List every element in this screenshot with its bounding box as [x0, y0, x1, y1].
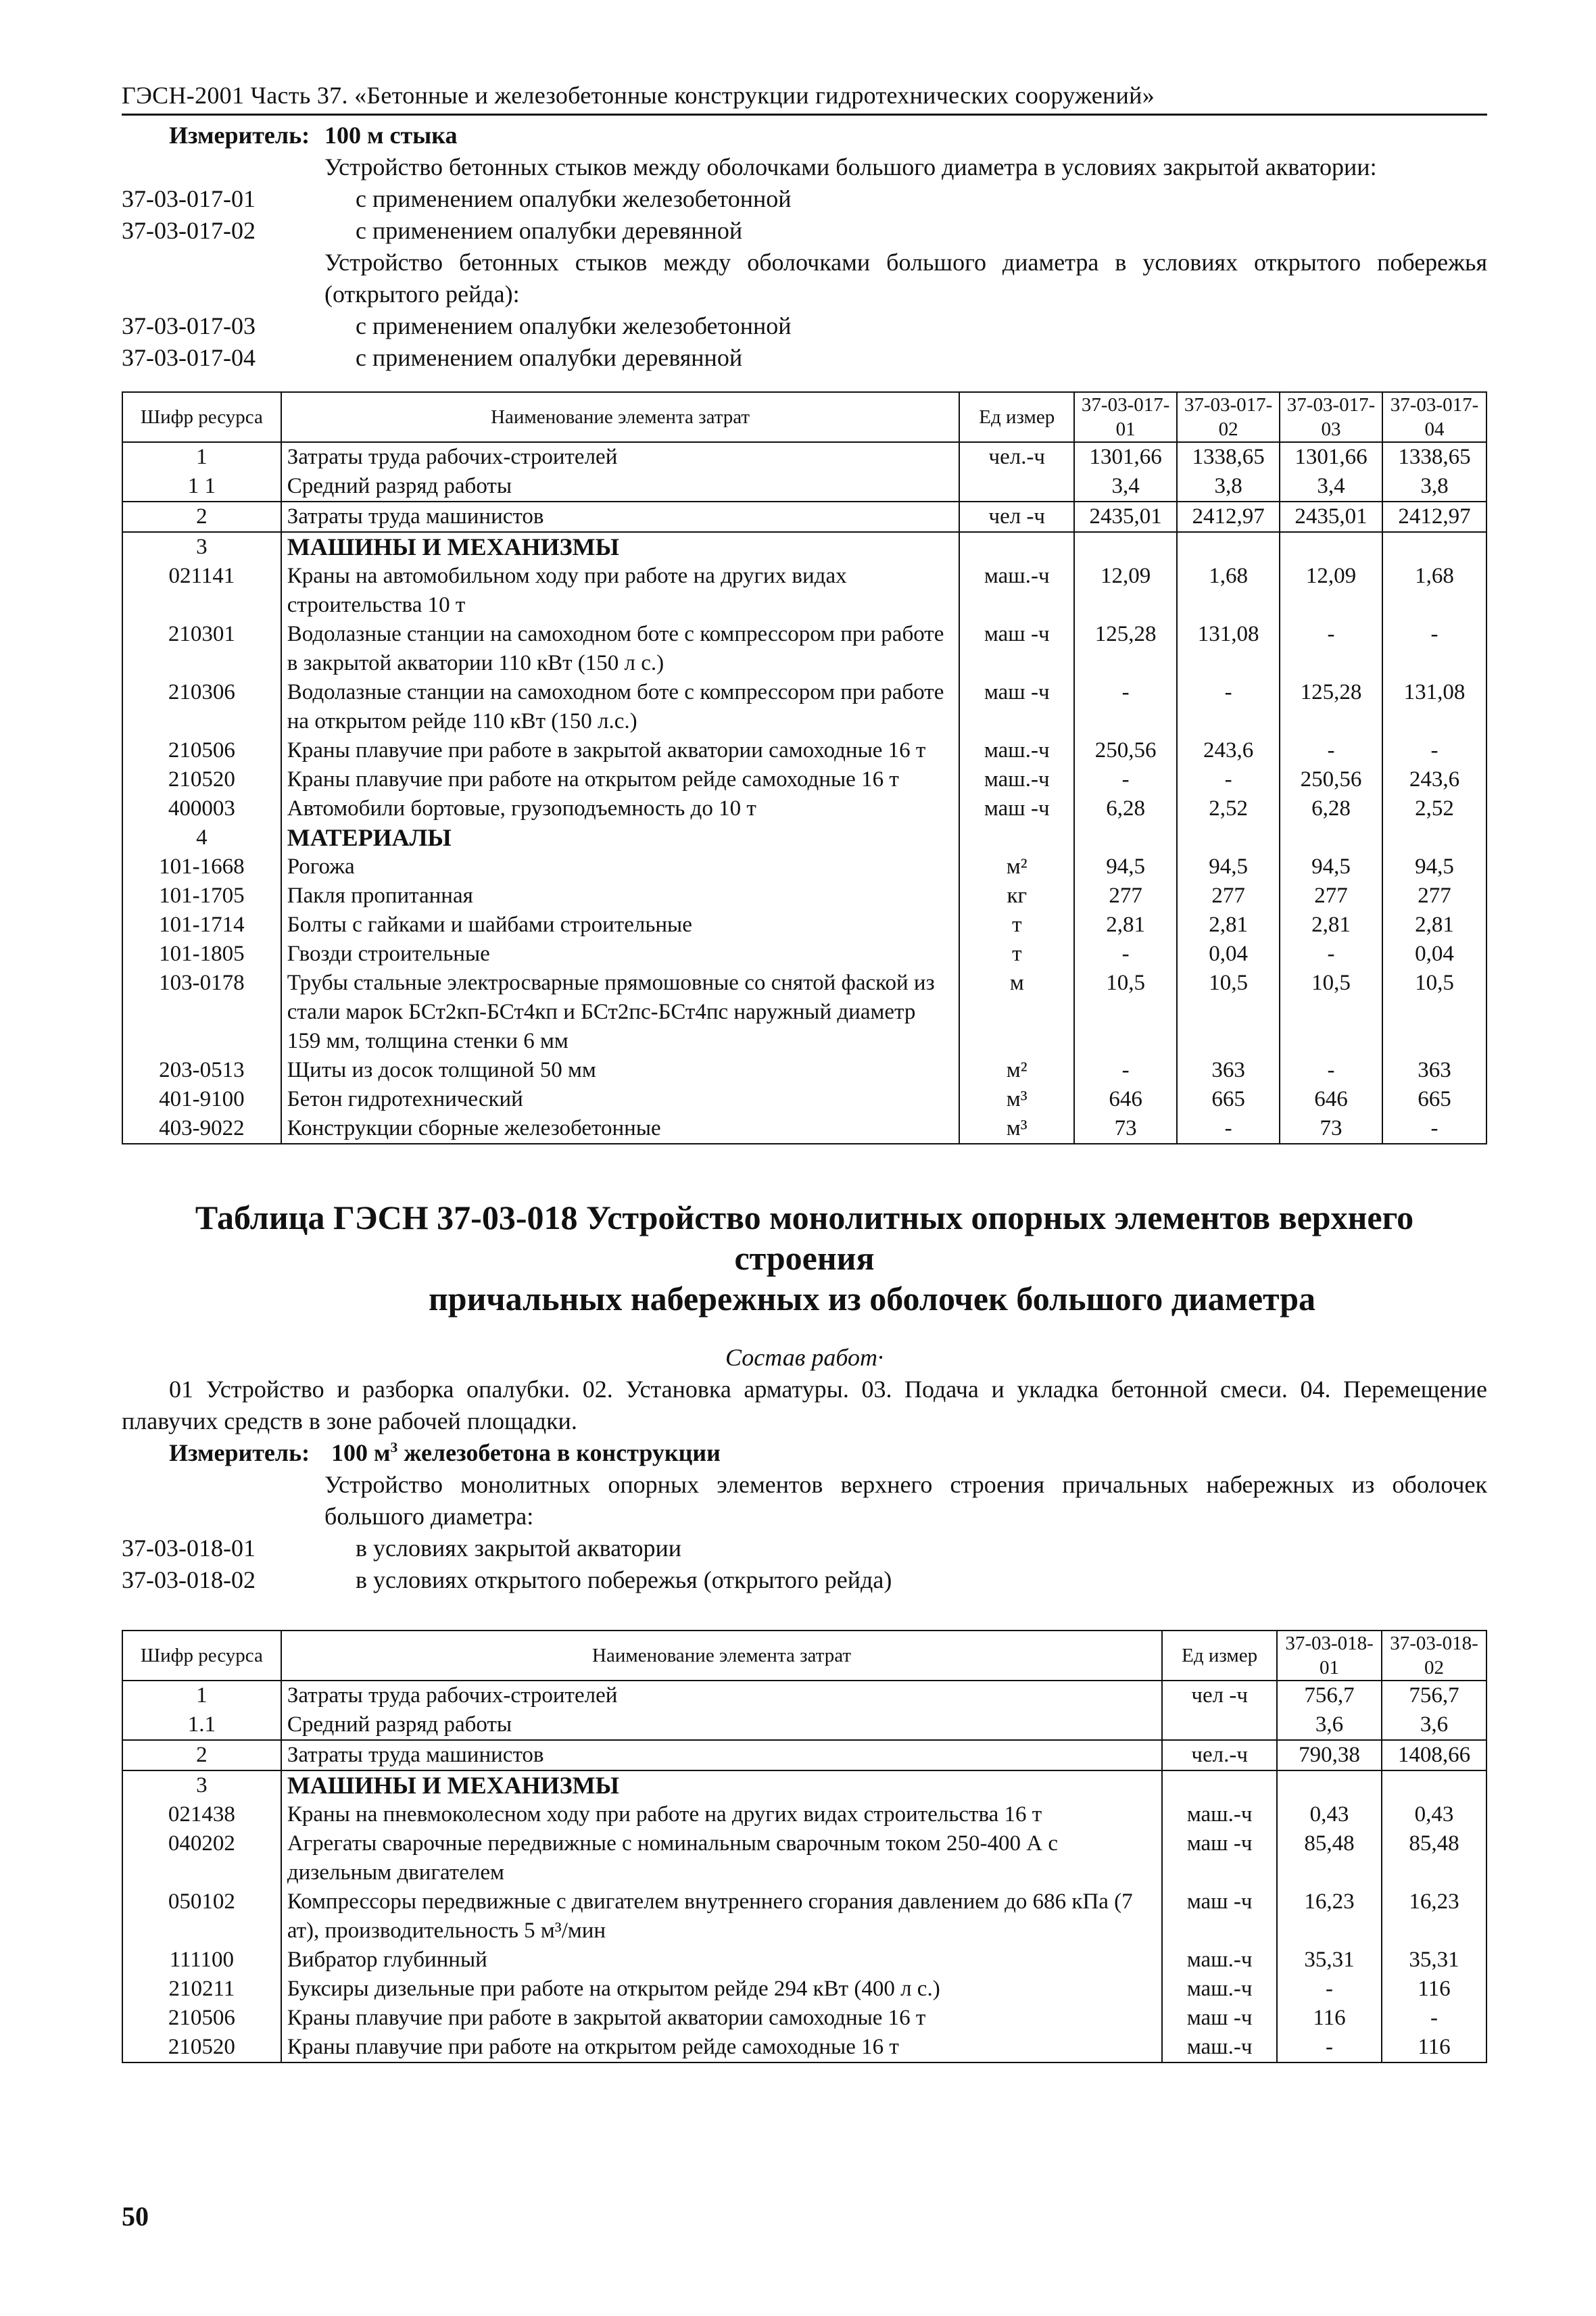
page-number: 50: [122, 2201, 149, 2231]
meter-value: 100 $м^3$ железобетона в конструкции: [331, 1439, 721, 1466]
cell-value: 3,4: [1074, 472, 1177, 502]
cell-value: 3,8: [1382, 472, 1486, 502]
col-header-name: Наименование элемента затрат: [281, 1631, 1162, 1681]
cell-code: 050102: [122, 1887, 281, 1946]
table-row: [122, 620, 1486, 678]
document-page: [122, 81, 1487, 2063]
work-code: 37-03-017-02: [122, 217, 256, 244]
cell-name: Буксиры дизельные при работе на открытом рейде 294 кВт (400 л с.): [281, 1975, 1162, 2004]
cell-code: 1: [122, 1681, 281, 1710]
cell-name: Краны плавучие при работе в закрытой акватории самоходные 16 т: [281, 736, 960, 765]
table-row: [122, 472, 1486, 502]
work-description: Устройство бетонных стыков между оболочками большого диаметра в условиях закрытой акватории:: [324, 153, 1377, 180]
cell-value: [1177, 823, 1280, 852]
cell-value: 665: [1382, 1085, 1486, 1114]
cell-unit: чел.-ч: [959, 442, 1074, 472]
table-row: [122, 823, 1486, 852]
col-header-norm: 37-03-018-02: [1382, 1631, 1486, 1681]
table-title-line: Таблица ГЭСН 37-03-018 Устройство монолитных опорных элементов верхнего строения: [195, 1199, 1414, 1277]
cell-value: 250,56: [1280, 765, 1382, 794]
cell-unit: маш.-ч: [1162, 2033, 1277, 2062]
cell-value: [1074, 823, 1177, 852]
cell-value: 250,56: [1074, 736, 1177, 765]
table-header-row: [122, 392, 1486, 442]
cell-value: 0,43: [1277, 1800, 1382, 1829]
cell-value: 756,7: [1382, 1681, 1486, 1710]
work-text: с применением опалубки деревянной: [356, 217, 743, 244]
cell-code: 210506: [122, 2004, 281, 2033]
table-row: [122, 882, 1486, 911]
table-row: [122, 736, 1486, 765]
table-row: [122, 1975, 1486, 2004]
cell-unit: чел -ч: [959, 502, 1074, 532]
cell-code: 401-9100: [122, 1085, 281, 1114]
col-header-norm: 37-03-017-04: [1382, 392, 1486, 442]
cell-value: 116: [1382, 1975, 1486, 2004]
cell-unit: м²: [959, 852, 1074, 882]
cell-name: Пакля пропитанная: [281, 882, 960, 911]
table-row: [122, 1114, 1486, 1144]
work-code: 37-03-017-04: [122, 344, 256, 371]
table-row: [122, 852, 1486, 882]
cell-value: 35,31: [1277, 1946, 1382, 1975]
cell-value: [1382, 1770, 1486, 1800]
cell-value: -: [1382, 1114, 1486, 1144]
cell-unit: м: [959, 969, 1074, 1056]
cell-name: Краны на автомобильном ходу при работе на других видах строительства 10 т: [281, 562, 960, 620]
cell-value: -: [1382, 736, 1486, 765]
table-header-row: [122, 1631, 1486, 1681]
cell-value: 0,04: [1177, 940, 1280, 969]
cell-value: 10,5: [1382, 969, 1486, 1056]
work-text: с применением опалубки железобетонной: [356, 312, 792, 339]
cell-name: Краны плавучие при работе на открытом рейде самоходные 16 т: [281, 765, 960, 794]
cell-code: 400003: [122, 794, 281, 823]
cell-unit: [959, 823, 1074, 852]
cell-code: 2: [122, 1740, 281, 1770]
table-row: [122, 2004, 1486, 2033]
cell-name: Краны плавучие при работе в закрытой акватории самоходные 16 т: [281, 2004, 1162, 2033]
cell-name: Компрессоры передвижные с двигателем внутреннего сгорания давлением до 686 кПа (7 ат), производительность 5 м³/мин: [281, 1887, 1162, 1946]
cell-value: 363: [1177, 1056, 1280, 1085]
table-row: [122, 911, 1486, 940]
cell-value: 85,48: [1277, 1829, 1382, 1887]
cell-value: 277: [1177, 882, 1280, 911]
meter-line: [122, 120, 1487, 151]
col-header-norm: 37-03-017-02: [1177, 392, 1280, 442]
cell-code: 210211: [122, 1975, 281, 2004]
cell-code: 103-0178: [122, 969, 281, 1056]
table-row: [122, 969, 1486, 1056]
table-title: [122, 1197, 1487, 1319]
cell-value: [1382, 823, 1486, 852]
meter-label: Измеритель:: [169, 122, 310, 149]
table-row: [122, 765, 1486, 794]
cell-value: -: [1277, 1975, 1382, 2004]
cell-name: Средний разряд работы: [281, 472, 960, 502]
cell-value: 116: [1277, 2004, 1382, 2033]
cell-unit: м³: [959, 1085, 1074, 1114]
cell-value: 16,23: [1277, 1887, 1382, 1946]
cell-value: 3,6: [1382, 1710, 1486, 1740]
cell-value: 1338,65: [1177, 442, 1280, 472]
table-row: [122, 940, 1486, 969]
cell-value: -: [1382, 620, 1486, 678]
work-item: [122, 1533, 1487, 1564]
cell-name: Агрегаты сварочные передвижные с номинальным сварочным током 250-400 А с дизельным двигателем: [281, 1829, 1162, 1887]
cell-name: Краны плавучие при работе на открытом рейде самоходные 16 т: [281, 2033, 1162, 2062]
cell-code: 021438: [122, 1800, 281, 1829]
cell-value: -: [1277, 2033, 1382, 2062]
cell-value: [1074, 532, 1177, 562]
cell-code: 3: [122, 1770, 281, 1800]
cell-unit: маш.-ч: [1162, 1800, 1277, 1829]
cell-value: 1301,66: [1280, 442, 1382, 472]
work-item: [122, 342, 1487, 374]
cell-unit: кг: [959, 882, 1074, 911]
cell-value: 94,5: [1177, 852, 1280, 882]
cell-name: Болты с гайками и шайбами строительные: [281, 911, 960, 940]
cell-name: Водолазные станции на самоходном боте с компрессором при работе на открытом рейде 110 кВт (150 л.с.): [281, 678, 960, 736]
cell-code: 101-1668: [122, 852, 281, 882]
cell-value: 35,31: [1382, 1946, 1486, 1975]
cell-value: -: [1177, 765, 1280, 794]
cell-value: 16,23: [1382, 1887, 1486, 1946]
cell-value: -: [1280, 940, 1382, 969]
cell-name: МАТЕРИАЛЫ: [281, 823, 960, 852]
cell-value: 756,7: [1277, 1681, 1382, 1710]
col-header-unit: Ед измер: [959, 392, 1074, 442]
cell-value: 2,52: [1382, 794, 1486, 823]
cell-code: 2: [122, 502, 281, 532]
cell-unit: маш -ч: [959, 794, 1074, 823]
cell-code: 101-1705: [122, 882, 281, 911]
cell-code: 4: [122, 823, 281, 852]
cell-code: 111100: [122, 1946, 281, 1975]
table-row: [122, 1770, 1486, 1800]
cell-value: -: [1074, 765, 1177, 794]
cell-unit: маш -ч: [1162, 1887, 1277, 1946]
col-header-name: Наименование элемента затрат: [281, 392, 960, 442]
cell-code: 1 1: [122, 472, 281, 502]
cell-value: 0,04: [1382, 940, 1486, 969]
cell-name: Гвозди строительные: [281, 940, 960, 969]
cell-value: 12,09: [1280, 562, 1382, 620]
cell-value: 131,08: [1382, 678, 1486, 736]
cell-code: 210306: [122, 678, 281, 736]
cell-name: Вибратор глубинный: [281, 1946, 1162, 1975]
cell-name: Щиты из досок толщиной 50 мм: [281, 1056, 960, 1085]
col-header-unit: Ед измер: [1162, 1631, 1277, 1681]
work-text: с применением опалубки железобетонной: [356, 185, 792, 212]
cell-unit: м²: [959, 1056, 1074, 1085]
cell-unit: т: [959, 940, 1074, 969]
cell-unit: маш.-ч: [959, 736, 1074, 765]
cell-unit: маш.-ч: [959, 765, 1074, 794]
cell-code: 101-1714: [122, 911, 281, 940]
table-row: [122, 1946, 1486, 1975]
work-item: [122, 310, 1487, 342]
cell-name: Краны на пневмоколесном ходу при работе на других видах строительства 16 т: [281, 1800, 1162, 1829]
cell-value: 12,09: [1074, 562, 1177, 620]
cell-value: -: [1177, 1114, 1280, 1144]
cell-value: 363: [1382, 1056, 1486, 1085]
table-title-line: причальных набережных из оболочек большого диаметра: [428, 1280, 1316, 1318]
cell-value: 2,52: [1177, 794, 1280, 823]
cell-name: МАШИНЫ И МЕХАНИЗМЫ: [281, 532, 960, 562]
cell-value: 94,5: [1382, 852, 1486, 882]
cell-value: -: [1280, 1056, 1382, 1085]
table-row: [122, 1829, 1486, 1887]
cell-value: [1177, 532, 1280, 562]
cell-value: 3,4: [1280, 472, 1382, 502]
col-header-code: Шифр ресурса: [122, 392, 281, 442]
work-text: с применением опалубки деревянной: [356, 344, 743, 371]
cell-unit: маш.-ч: [959, 562, 1074, 620]
cell-value: -: [1280, 620, 1382, 678]
cell-name: Конструкции сборные железобетонные: [281, 1114, 960, 1144]
table-row: [122, 1800, 1486, 1829]
cell-code: 1.1: [122, 1710, 281, 1740]
cell-name: МАШИНЫ И МЕХАНИЗМЫ: [281, 1770, 1162, 1800]
cell-value: 125,28: [1280, 678, 1382, 736]
cell-unit: т: [959, 911, 1074, 940]
cell-value: [1280, 532, 1382, 562]
cell-value: 10,5: [1074, 969, 1177, 1056]
table-row: [122, 1056, 1486, 1085]
cell-value: [1280, 823, 1382, 852]
table-row: [122, 678, 1486, 736]
cell-code: 403-9022: [122, 1114, 281, 1144]
cell-value: 73: [1074, 1114, 1177, 1144]
cell-code: 210506: [122, 736, 281, 765]
work-item: [122, 1564, 1487, 1596]
cell-name: Средний разряд работы: [281, 1710, 1162, 1740]
table-row: [122, 1085, 1486, 1114]
cell-code: 210301: [122, 620, 281, 678]
cell-value: 2,81: [1074, 911, 1177, 940]
cell-value: 3,6: [1277, 1710, 1382, 1740]
work-item: [122, 183, 1487, 215]
composition-heading: Состав работ·: [725, 1344, 884, 1371]
cell-value: 10,5: [1280, 969, 1382, 1056]
section-018-intro: [122, 1437, 1487, 1596]
table-row: [122, 502, 1486, 532]
cell-value: 0,43: [1382, 1800, 1486, 1829]
cell-value: 85,48: [1382, 1829, 1486, 1887]
cell-unit: маш.-ч: [1162, 1975, 1277, 2004]
table-row: [122, 794, 1486, 823]
cell-value: 73: [1280, 1114, 1382, 1144]
cell-value: -: [1280, 736, 1382, 765]
cell-unit: [959, 472, 1074, 502]
cell-name: Затраты труда машинистов: [281, 1740, 1162, 1770]
col-header-code: Шифр ресурса: [122, 1631, 281, 1681]
table-row: [122, 1740, 1486, 1770]
col-header-norm: 37-03-017-03: [1280, 392, 1382, 442]
meter-label: Измеритель:: [169, 1439, 310, 1466]
cell-value: 2412,97: [1382, 502, 1486, 532]
cell-unit: маш -ч: [959, 620, 1074, 678]
cell-unit: [1162, 1710, 1277, 1740]
cell-value: 277: [1382, 882, 1486, 911]
cell-code: 101-1805: [122, 940, 281, 969]
cell-code: 021141: [122, 562, 281, 620]
cell-name: Автомобили бортовые, грузоподъемность до 10 т: [281, 794, 960, 823]
cell-value: 6,28: [1280, 794, 1382, 823]
cell-value: 646: [1074, 1085, 1177, 1114]
meter-line: [122, 1437, 1487, 1469]
cell-name: Бетон гидротехнический: [281, 1085, 960, 1114]
cell-name: Затраты труда рабочих-строителей: [281, 442, 960, 472]
cell-value: 2,81: [1382, 911, 1486, 940]
cell-value: 2412,97: [1177, 502, 1280, 532]
table-body: [122, 1681, 1486, 2062]
cell-unit: маш -ч: [959, 678, 1074, 736]
cell-unit: [1162, 1770, 1277, 1800]
cell-value: -: [1177, 678, 1280, 736]
table-row: [122, 1887, 1486, 1946]
cell-name: Рогожа: [281, 852, 960, 882]
cell-name: Затраты труда рабочих-строителей: [281, 1681, 1162, 1710]
cell-value: 94,5: [1074, 852, 1177, 882]
cell-code: 040202: [122, 1829, 281, 1887]
cell-unit: маш.-ч: [1162, 1946, 1277, 1975]
work-code: 37-03-018-01: [122, 1535, 256, 1562]
resource-table-018: [122, 1630, 1487, 2063]
col-header-norm: 37-03-018-01: [1277, 1631, 1382, 1681]
cell-value: 1301,66: [1074, 442, 1177, 472]
cell-value: 646: [1280, 1085, 1382, 1114]
cell-value: 6,28: [1074, 794, 1177, 823]
table-row: [122, 2033, 1486, 2062]
cell-value: -: [1382, 2004, 1486, 2033]
work-text: в условиях закрытой акватории: [356, 1535, 681, 1562]
table-row: [122, 532, 1486, 562]
work-text: в условиях открытого побережья (открытого рейда): [356, 1566, 892, 1593]
cell-value: 2,81: [1280, 911, 1382, 940]
cell-unit: чел -ч: [1162, 1681, 1277, 1710]
cell-value: 2435,01: [1074, 502, 1177, 532]
cell-value: 10,5: [1177, 969, 1280, 1056]
cell-code: 3: [122, 532, 281, 562]
cell-value: 243,6: [1382, 765, 1486, 794]
table-row: [122, 562, 1486, 620]
cell-value: 2,81: [1177, 911, 1280, 940]
cell-value: 94,5: [1280, 852, 1382, 882]
table-row: [122, 1681, 1486, 1710]
cell-value: 131,08: [1177, 620, 1280, 678]
work-code: 37-03-017-03: [122, 312, 256, 339]
work-code: 37-03-018-02: [122, 1566, 256, 1593]
cell-name: Водолазные станции на самоходном боте с компрессором при работе в закрытой акватории 110 кВт (150 л с.): [281, 620, 960, 678]
meter-value: 100 м стыка: [324, 122, 458, 149]
work-code: 37-03-017-01: [122, 185, 256, 212]
cell-value: 1408,66: [1382, 1740, 1486, 1770]
cell-value: 2435,01: [1280, 502, 1382, 532]
cell-value: [1382, 532, 1486, 562]
cell-value: 1,68: [1382, 562, 1486, 620]
work-description: Устройство монолитных опорных элементов верхнего строения причальных набережных из оболочек большого диаметра:: [324, 1471, 1487, 1530]
cell-name: Трубы стальные электросварные прямошовные со снятой фаской из стали марок БСт2кп-БСт4кп и БСт2пс-БСт4пс наружный диаметр 159 мм, толщина стенки 6 мм: [281, 969, 960, 1056]
col-header-norm: 37-03-017-01: [1074, 392, 1177, 442]
cell-unit: чел.-ч: [1162, 1740, 1277, 1770]
cell-value: [1277, 1770, 1382, 1800]
cell-value: 665: [1177, 1085, 1280, 1114]
table-row: [122, 442, 1486, 472]
cell-value: 1,68: [1177, 562, 1280, 620]
cell-code: 1: [122, 442, 281, 472]
cell-value: 3,8: [1177, 472, 1280, 502]
cell-value: -: [1074, 1056, 1177, 1085]
cell-value: 277: [1074, 882, 1177, 911]
work-description: Устройство бетонных стыков между оболочками большого диаметра в условиях открытого побережья (открытого рейда):: [324, 249, 1487, 308]
cell-unit: маш -ч: [1162, 1829, 1277, 1887]
cell-value: 277: [1280, 882, 1382, 911]
cell-value: 116: [1382, 2033, 1486, 2062]
section-017-intro: [122, 120, 1487, 374]
cell-value: 790,38: [1277, 1740, 1382, 1770]
table-row: [122, 1710, 1486, 1740]
work-item: [122, 215, 1487, 247]
cell-code: 210520: [122, 2033, 281, 2062]
cell-code: 203-0513: [122, 1056, 281, 1085]
cell-value: 243,6: [1177, 736, 1280, 765]
cell-value: -: [1074, 678, 1177, 736]
cell-unit: м³: [959, 1114, 1074, 1144]
cell-value: -: [1074, 940, 1177, 969]
table-body: [122, 442, 1486, 1144]
cell-value: 125,28: [1074, 620, 1177, 678]
cell-unit: маш -ч: [1162, 2004, 1277, 2033]
cell-name: Затраты труда машинистов: [281, 502, 960, 532]
resource-table-017: [122, 391, 1487, 1144]
cell-value: 1338,65: [1382, 442, 1486, 472]
cell-code: 210520: [122, 765, 281, 794]
running-header: ГЭСН-2001 Часть 37. «Бетонные и железобетонные конструкции гидротехнических сооружений»: [122, 81, 1487, 116]
composition-text: 01 Устройство и разборка опалубки. 02. Установка арматуры. 03. Подача и укладка бетонной смеси. 04. Перемещение плавучих средств в зоне рабочей площадки.: [122, 1376, 1487, 1434]
cell-unit: [959, 532, 1074, 562]
